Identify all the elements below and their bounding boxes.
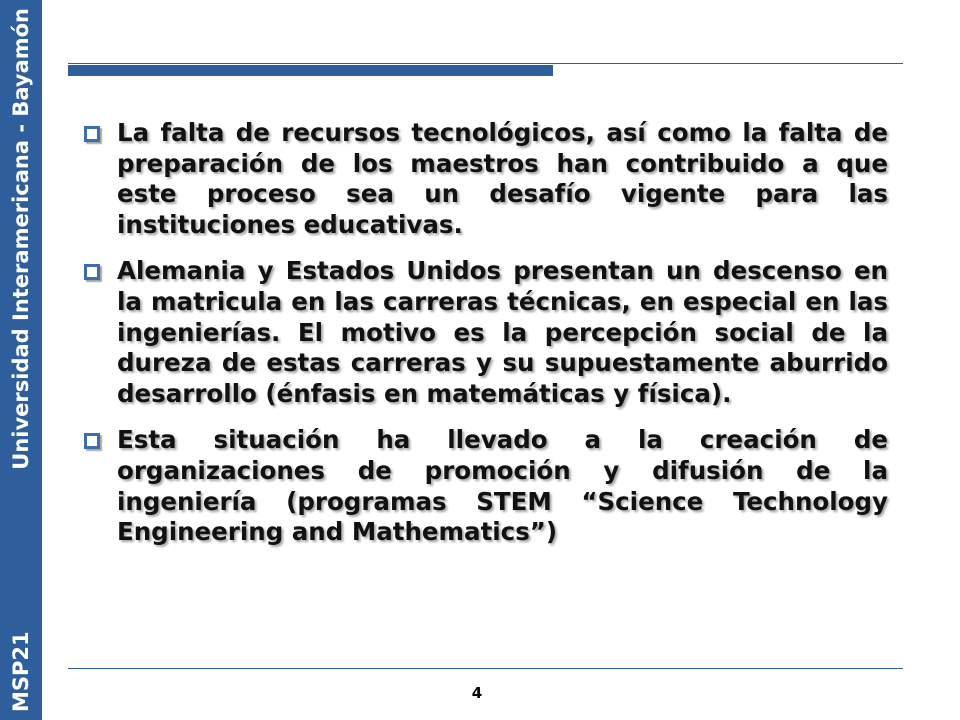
hollow-square-bullet-icon [84,264,100,280]
bullet-item [80,256,888,409]
bullet-item [80,425,888,547]
course-code: MSP21 [9,631,33,712]
footer-divider-line [68,668,903,669]
side-band [0,0,42,720]
bullet-text: La falta de recursos tecnológicos, así como la falta de preparación de los maestros han contribuido a que este proceso sea un desafío vigente para las instituciones educativas. [117,118,888,239]
hollow-square-bullet-icon [84,126,100,142]
bullet-item [80,118,888,240]
top-accent-bar [68,65,553,76]
side-band-text [0,0,42,720]
page-number: 4 [471,684,483,702]
bullet-text: Alemania y Estados Unidos presentan un descenso en la matricula en las carreras técnicas, en especial en las ingenierías. El motivo es la percepción social de la dureza de estas carreras y su supuestamente aburrido desarrollo (énfasis en matemáticas y física). [117,256,888,408]
hollow-square-bullet-icon [84,433,100,449]
institution-name: Universidad Interamericana - Bayamón [9,8,33,470]
bullet-text: Esta situación ha llevado a la creación de organizaciones de promoción y difusión de la ingeniería (programas STEM “Science Technology Engineering and Mathematics”) [117,425,888,547]
top-divider-line [68,63,903,64]
bullet-list [80,118,888,548]
